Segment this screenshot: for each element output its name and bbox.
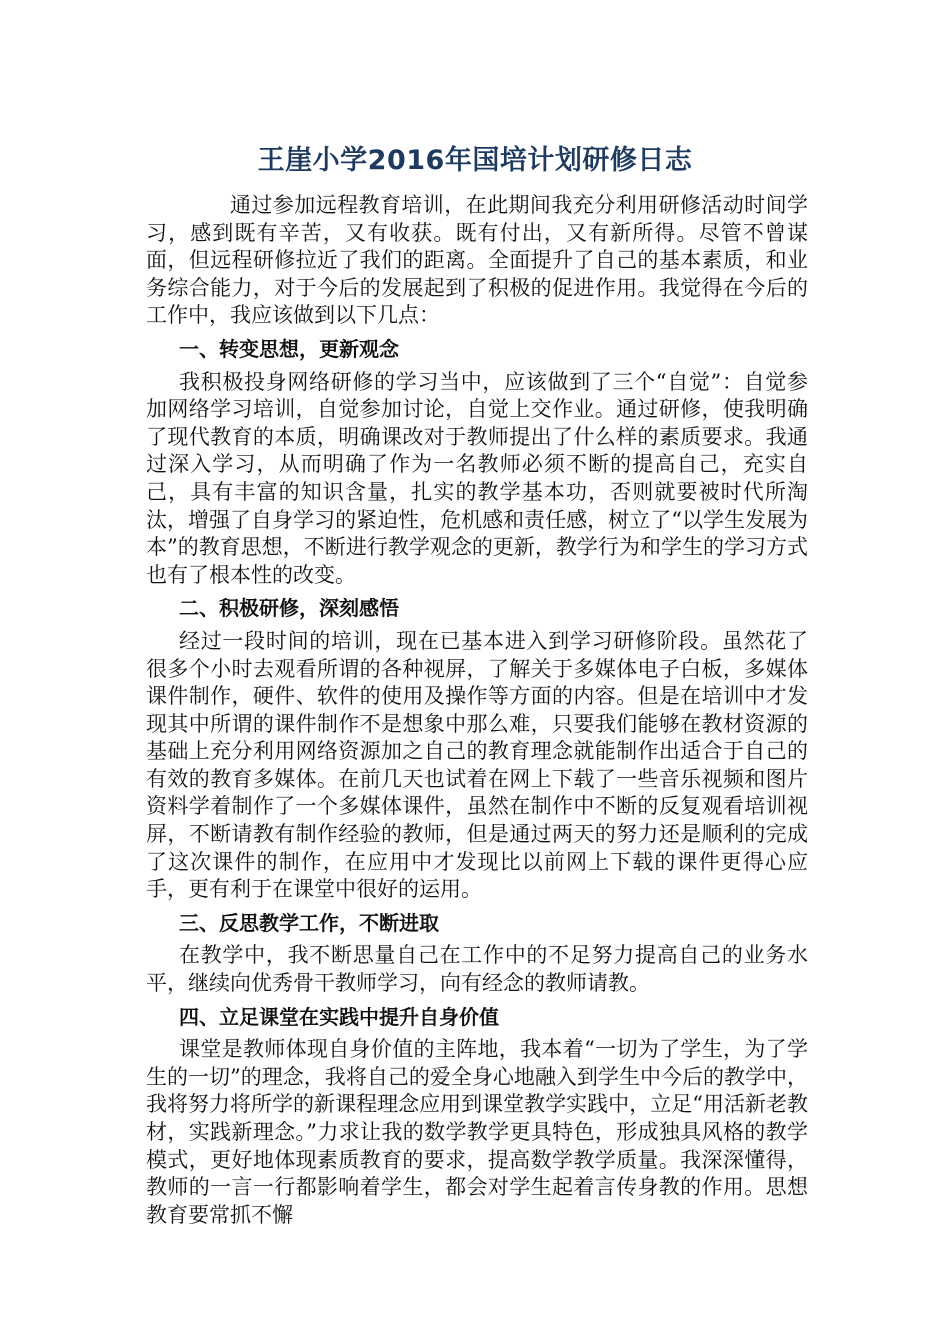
- section-body-1: 我积极投身网络研修的学习当中，应该做到了三个“自觉”：自觉参加网络学习培训，自觉参加讨论，自觉上交作业。通过研修，使我明确了现代教育的本质，明确课改对于教师提出了什么样的素质要求。我通过深入学习，从而明确了作为一名教师必须不断的提高自己，充实自己，具有丰富的知识含量，扎实的教学基本功，否则就要被时代所淘汰，增强了自身学习的紧迫性，危机感和责任感，树立了“以学生发展为本”的教育思想，不断进行教学观念的更新，教学行为和学生的学习方式也有了根本性的改变。: [146, 369, 808, 587]
- section-heading-4: 四、立足课堂在实践中提升自身价值: [179, 1004, 499, 1029]
- section-heading-1: 一、转变思想，更新观念: [179, 336, 399, 361]
- page-title: 王崖小学2016年国培计划研修日志: [257, 145, 693, 176]
- section-heading-2: 二、积极研修，深刻感悟: [179, 596, 399, 621]
- intro-paragraph: 通过参加远程教育培训，在此期间我充分利用研修活动时间学习，感到既有辛苦，又有收获。既有付出，又有新所得。尽管不曾谋面，但远程研修拉近了我们的距离。全面提升了自己的基本素质，和业务综合能力，对于今后的发展起到了积极的促进作用。我觉得在今后的工作中，我应该做到以下几点：: [146, 193, 808, 328]
- section-body-3: 在教学中，我不断思量自己在工作中的不足努力提高自己的业务水平，继续向优秀骨干教师学习，向有经念的教师请教。: [146, 943, 808, 996]
- document-body: [146, 192, 808, 1229]
- section-body-4: 课堂是教师体现自身价值的主阵地，我本着“一切为了学生，为了学生的一切”的理念，我将自己的爱全身心地融入到学生中今后的教学中，我将努力将所学的新课程理念应用到课堂教学实践中，立足“用活新老教材，实践新理念。”力求让我的数学教学更具特色，形成独具风格的教学模式，更好地体现素质教育的要求，提高数学教学质量。我深深懂得，教师的一言一行都影响着学生，都会对学生起着言传身教的作用。思想教育要常抓不懈: [146, 1037, 808, 1227]
- section-body-2: 经过一段时间的培训，现在已基本进入到学习研修阶段。虽然花了很多个小时去观看所谓的各种视屏，了解关于多媒体电子白板，多媒体课件制作，硬件、软件的使用及操作等方面的内容。但是在培训中才发现其中所谓的课件制作不是想象中那么难，只要我们能够在教材资源的基础上充分利用网络资源加之自己的教育理念就能制作出适合于自己的有效的教育多媒体。在前几天也试着在网上下载了一些音乐视频和图片资料学着制作了一个多媒体课件，虽然在制作中不断的反复观看培训视屏，不断请教有制作经验的教师，但是通过两天的努力还是顺利的完成了这次课件的制作，在应用中才发现比以前网上下载的课件更得心应手，更有利于在课堂中很好的运用。: [146, 628, 808, 902]
- section-heading-3: 三、反思教学工作，不断进取: [179, 910, 439, 935]
